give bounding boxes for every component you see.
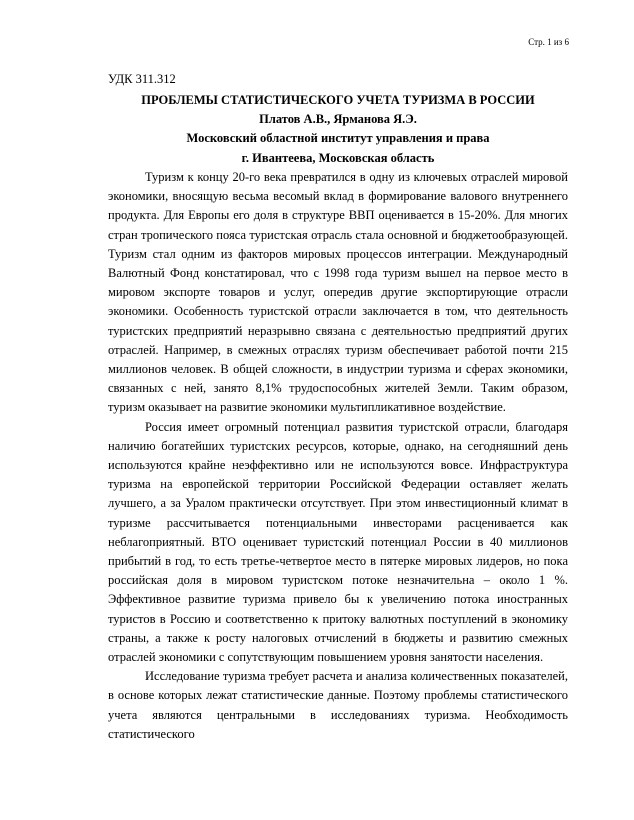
paragraph: Туризм к концу 20-го века превратился в одну из ключевых отраслей мировой экономики, вносящую весьма весомый вклад в формирование валового внутреннего продукта. Для Европы его доля в структуре ВВП оценивается в 15-20%. Для многих стран тропического пояса туристская отрасль стала основной и бюджетообразующей. Туризм стал одним из факторов мировых процессов интеграции. Международный Валютный Фонд констатировал, что с 1998 года туризм вышел на первое место в мировом экспорте товаров и услуг, опередив другие экспортирующие отрасли экономики. Особенность туристской отрасли заключается в том, что деятельность туристских предприятий неразрывно связана с деятельностью предприятий других отраслей. Например, в смежных отраслях туризм обеспечивает работой почти 215 миллионов человек. В общей сложности, в индустрии туризма и сферах экономики, связанных с ней, занято 8,1% трудоспособных жителей Земли. Таким образом, туризм оказывает на развитие экономики мультипликативное воздействие. (108, 170, 568, 415)
paragraph: Россия имеет огромный потенциал развития туристской отрасли, благодаря наличию богатейших туристских ресурсов, которые, однако, на сегодняшний день используются крайне неэффективно или не используются вовсе. Инфраструктура туризма на европейской территории Российской Федерации оставляет желать лучшего, а за Уралом практически отсутствует. При этом инвестиционный климат в туризме рассчитывается потенциальными инвесторами расценивается как неблагоприятный. ВТО оценивает туристский потенциал России в 40 миллионов прибытий в год, то есть третье-четвертое место в пятерке мировых лидеров, но пока российская доля в мировом туристском потоке незначительна – около 1 %. Эффективное развитие туризма привело бы к увеличению потока иностранных туристов в Россию и соответственно к притоку валютных поступлений в экономику страны, а также к росту налоговых отчислений в бюджеты и развитию смежных отраслей экономики с сопутствующим повышением уровня занятости населения. (108, 419, 568, 665)
udk-code: УДК 311.312 (108, 72, 176, 86)
body-text (108, 168, 568, 744)
location: г. Ивантеева, Московская область (241, 150, 435, 165)
paragraph: Исследование туризма требует расчета и анализа количественных показателей, в основе которых лежат статистические данные. Поэтому проблемы статистического учета являются центральными в исследованиях туризма. Необходимость статистического (108, 669, 568, 741)
paper-title: ПРОБЛЕМЫ СТАТИСТИЧЕСКОГО УЧЕТА ТУРИЗМА В РОССИИ (141, 93, 535, 107)
page-indicator: Стр. 1 из 6 (528, 37, 569, 47)
authors: Платов А.В., Ярманова Я.Э. (259, 112, 417, 127)
institution: Московский областной институт управления и права (186, 131, 490, 146)
title-block (108, 91, 568, 168)
